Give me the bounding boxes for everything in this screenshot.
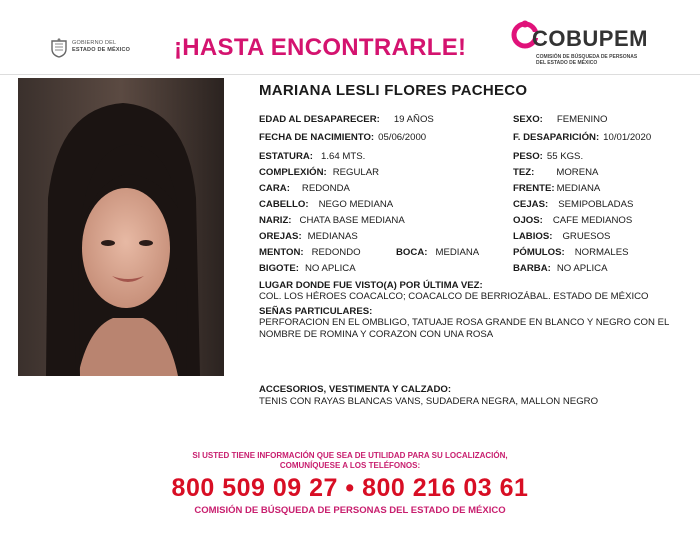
clothing-heading: ACCESORIOS, VESTIMENTA Y CALZADO:: [259, 384, 452, 395]
field-cejas: CEJAS: SEMIPOBLADAS: [513, 199, 634, 210]
field-peso: PESO: 55 KGS.: [513, 151, 584, 162]
commission-name: COMISIÓN DE BÚSQUEDA DE PERSONAS DEL ESTADO DE MÉXICO: [194, 505, 506, 516]
cobupem-subtitle: COMISIÓN DE BÚSQUEDA DE PERSONAS DEL ESTADO DE MÉXICO: [536, 54, 638, 66]
state-crest-icon: [50, 38, 68, 58]
footer-info: [0, 451, 700, 471]
field-menton: MENTON: REDONDO: [259, 247, 361, 258]
field-frente: FRENTE: MEDIANA: [513, 183, 601, 194]
page-title: ¡HASTA ENCONTRARLE!: [174, 34, 467, 61]
marks-heading: SEÑAS PARTICULARES:: [259, 306, 373, 317]
field-boca: BOCA: MEDIANA: [396, 247, 480, 258]
cobupem-logo: [510, 6, 670, 66]
field-barba: BARBA: NO APLICA: [513, 263, 608, 274]
marks-line-1: PERFORACION EN EL OMBLIGO, TATUAJE ROSA GRANDE EN BLANCO Y NEGRO CON EL: [259, 317, 670, 328]
field-pomulos: PÓMULOS: NORMALES: [513, 247, 629, 258]
person-name: MARIANA LESLI FLORES PACHECO: [259, 82, 528, 99]
marks-line-2: NOMBRE DE ROMINA Y CORAZON CON UNA ROSA: [259, 329, 494, 340]
footer-info-line-2: COMUNÍQUESE A LOS TELÉFONOS:: [279, 461, 421, 470]
field-complexion: COMPLEXIÓN: REGULAR: [259, 167, 380, 178]
government-logo: [50, 36, 142, 60]
cobupem-wordmark: COBUPEM: [532, 26, 648, 51]
government-logo-text: GOBIERNO DEL ESTADO DE MÉXICO: [72, 40, 131, 53]
header-divider: [0, 74, 700, 75]
clothing-text: TENIS CON RAYAS BLANCAS VANS, SUDADERA NEGRA, MALLON NEGRO: [259, 396, 599, 407]
marks-text: [259, 317, 699, 341]
field-ojos: OJOS: CAFE MEDIANOS: [513, 215, 633, 226]
portrait-photo-icon: [18, 78, 224, 376]
field-cara: CARA: REDONDA: [259, 183, 350, 194]
field-nacimiento: FECHA DE NACIMIENTO: 05/06/2000: [259, 132, 427, 143]
header: [0, 0, 700, 74]
footer-info-line-1: SI USTED TIENE INFORMACIÓN QUE SEA DE UTILIDAD PARA SU LOCALIZACIÓN,: [192, 451, 508, 460]
field-sexo: SEXO: FEMENINO: [513, 114, 608, 125]
last-seen-heading: LUGAR DONDE FUE VISTO(A) POR ÚLTIMA VEZ:: [259, 280, 483, 291]
field-tez: TEZ: MORENA: [513, 167, 599, 178]
field-orejas: OREJAS: MEDIANAS: [259, 231, 358, 242]
field-labios: LABIOS: GRUESOS: [513, 231, 611, 242]
field-bigote: BIGOTE: NO APLICA: [259, 263, 356, 274]
phone-numbers[interactable]: 800 509 09 27 • 800 216 03 61: [171, 474, 529, 502]
field-edad: EDAD AL DESAPARECER: 19 AÑOS: [259, 114, 434, 125]
field-desaparicion: F. DESAPARICIÓN: 10/01/2020: [513, 132, 652, 143]
missing-person-photo: [18, 78, 224, 376]
last-seen-text: COL. LOS HÉROES COACALCO; COACALCO DE BERRIOZÁBAL. ESTADO DE MÉXICO: [259, 291, 649, 302]
field-estatura: ESTATURA: 1.64 MTS.: [259, 151, 366, 162]
field-cabello: CABELLO: NEGO MEDIANA: [259, 199, 394, 210]
field-nariz: NARIZ: CHATA BASE MEDIANA: [259, 215, 405, 226]
